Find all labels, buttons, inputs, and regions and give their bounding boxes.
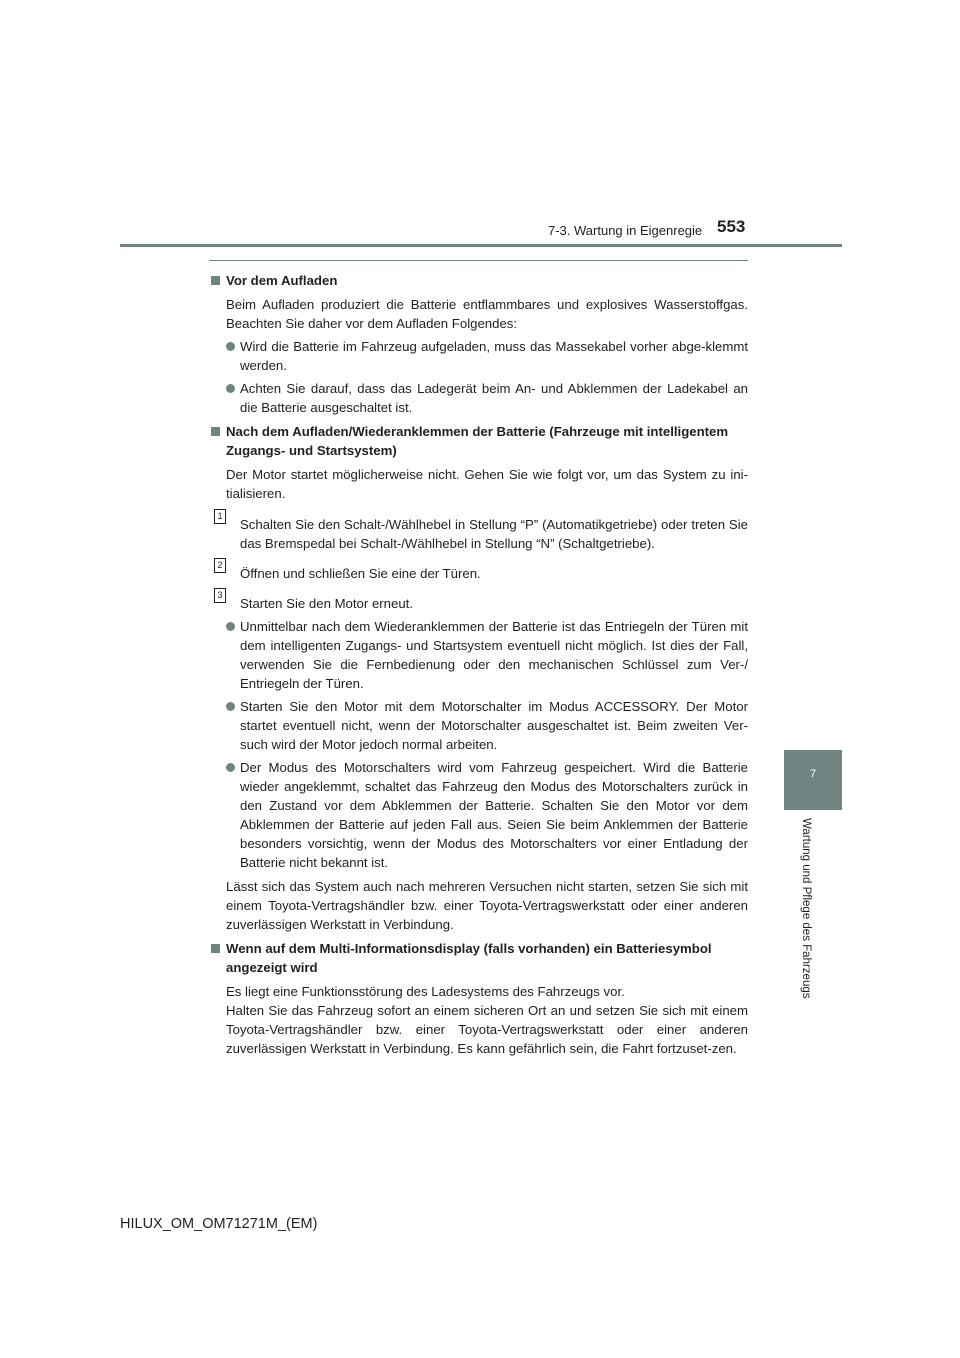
main-content bbox=[210, 266, 748, 1058]
circle-bullet-icon bbox=[226, 342, 235, 351]
bullet-text: Achten Sie darauf, dass das Ladegerät beim An- und Abklemmen der Ladekabel an die Batterie ausgeschaltet ist. bbox=[240, 381, 748, 415]
bullet-item bbox=[210, 617, 748, 693]
circle-bullet-icon bbox=[226, 763, 235, 772]
paragraph: Der Motor startet möglicherweise nicht. Gehen Sie wie folgt vor, um das System zu ini-tialisieren. bbox=[226, 467, 748, 501]
heading-text: Nach dem Aufladen/Wiederanklemmen der Batterie (Fahrzeuge mit intelligentem Zugangs- und Startsystem) bbox=[226, 424, 729, 458]
square-bullet-icon bbox=[211, 944, 220, 953]
square-bullet-icon bbox=[211, 427, 220, 436]
paragraph: Beim Aufladen produziert die Batterie entflammbares und explosives Wasserstoffgas. Beachten Sie daher vor dem Aufladen Folgendes: bbox=[226, 297, 748, 331]
content-divider bbox=[209, 260, 748, 261]
step-text: Starten Sie den Motor erneut. bbox=[240, 596, 414, 611]
circle-bullet-icon bbox=[226, 702, 235, 711]
bullet-item bbox=[210, 337, 748, 375]
heading-text: Vor dem Aufladen bbox=[226, 273, 338, 288]
step-item bbox=[210, 560, 748, 583]
bullet-item bbox=[210, 697, 748, 754]
bullet-text: Unmittelbar nach dem Wiederanklemmen der Batterie ist das Entriegeln der Türen mit dem intelligenten Zugangs- und Startsystem eventuell nicht möglich. Ist dies der Fall, verwenden Sie die Fernbedienung oder den mechanischen Schlüssel zum Ver-/ Entriegeln der Türen. bbox=[240, 619, 748, 691]
step-number-box: 1 bbox=[214, 509, 226, 524]
chapter-number: 7 bbox=[809, 768, 817, 780]
step-text: Schalten Sie den Schalt-/Wählhebel in Stellung “P” (Automatikgetriebe) oder treten Sie das Bremspedal bei Schalt-/Wählhebel in Stellung “N” (Schaltgetriebe). bbox=[240, 517, 748, 551]
section-heading bbox=[210, 422, 748, 460]
bullet-item bbox=[210, 379, 748, 417]
circle-bullet-icon bbox=[226, 384, 235, 393]
bullet-text: Wird die Batterie im Fahrzeug aufgeladen, muss das Massekabel vorher abge-klemmt werden. bbox=[240, 339, 748, 373]
paragraph: Es liegt eine Funktionsstörung des Ladesystems des Fahrzeugs vor. bbox=[226, 984, 625, 999]
heading-text: Wenn auf dem Multi-Informationsdisplay (falls vorhanden) ein Batteriesymbol angezeigt wird bbox=[226, 941, 712, 975]
step-text: Öffnen und schließen Sie eine der Türen. bbox=[240, 566, 481, 581]
header-divider bbox=[120, 244, 842, 247]
square-bullet-icon bbox=[211, 276, 220, 285]
bullet-item bbox=[210, 758, 748, 872]
circle-bullet-icon bbox=[226, 622, 235, 631]
section-heading bbox=[210, 271, 748, 290]
bullet-text: Der Modus des Motorschalters wird vom Fahrzeug gespeichert. Wird die Batterie wieder angeklemmt, schaltet das Fahrzeug den Modus des Motorschalters zurück in den Zustand vor dem Abklemmen der Batterie. Schalten Sie den Motor vor dem Abklemmen der Batterie auf jeden Fall aus. Seien Sie beim Anklemmen der Batterie besonders vorsichtig, wenn der Modus des Motorschalters vor einer Entladung der Batterie nicht bekannt ist. bbox=[240, 760, 748, 870]
step-item bbox=[210, 590, 748, 613]
paragraph: Halten Sie das Fahrzeug sofort an einem sicheren Ort an und setzen Sie sich mit einem Toyota-Vertragshändler bzw. einer Toyota-Vertragswerkstatt oder einer anderen zuverlässigen Werkstatt in Verbindung. Es kann gefährlich sein, die Fahrt fortzuset-zen. bbox=[226, 1003, 748, 1056]
paragraph: Lässt sich das System auch nach mehreren Versuchen nicht starten, setzen Sie sich mit einem Toyota-Vertragshändler bzw. einer Toyota-Vertragswerkstatt oder einer anderen zuverlässigen Werkstatt in Verbindung. bbox=[226, 879, 748, 932]
section-title: 7-3. Wartung in Eigenregie bbox=[548, 223, 703, 238]
bullet-text: Starten Sie den Motor mit dem Motorschalter im Modus ACCESSORY. Der Motor startet eventuell nicht, wenn der Motorschalter ausgeschaltet ist. Beim zweiten Ver-such wird der Motor jedoch normal arbeiten. bbox=[240, 699, 748, 752]
chapter-title: Wartung und Pflege des Fahrzeugs bbox=[800, 818, 812, 999]
chapter-tab bbox=[784, 750, 842, 810]
step-number-box: 2 bbox=[214, 558, 226, 573]
step-item bbox=[210, 511, 748, 553]
document-id: HILUX_OM_OM71271M_(EM) bbox=[120, 1216, 318, 1232]
page-number: 553 bbox=[717, 217, 746, 236]
step-number-box: 3 bbox=[214, 588, 226, 603]
section-heading bbox=[210, 939, 748, 977]
